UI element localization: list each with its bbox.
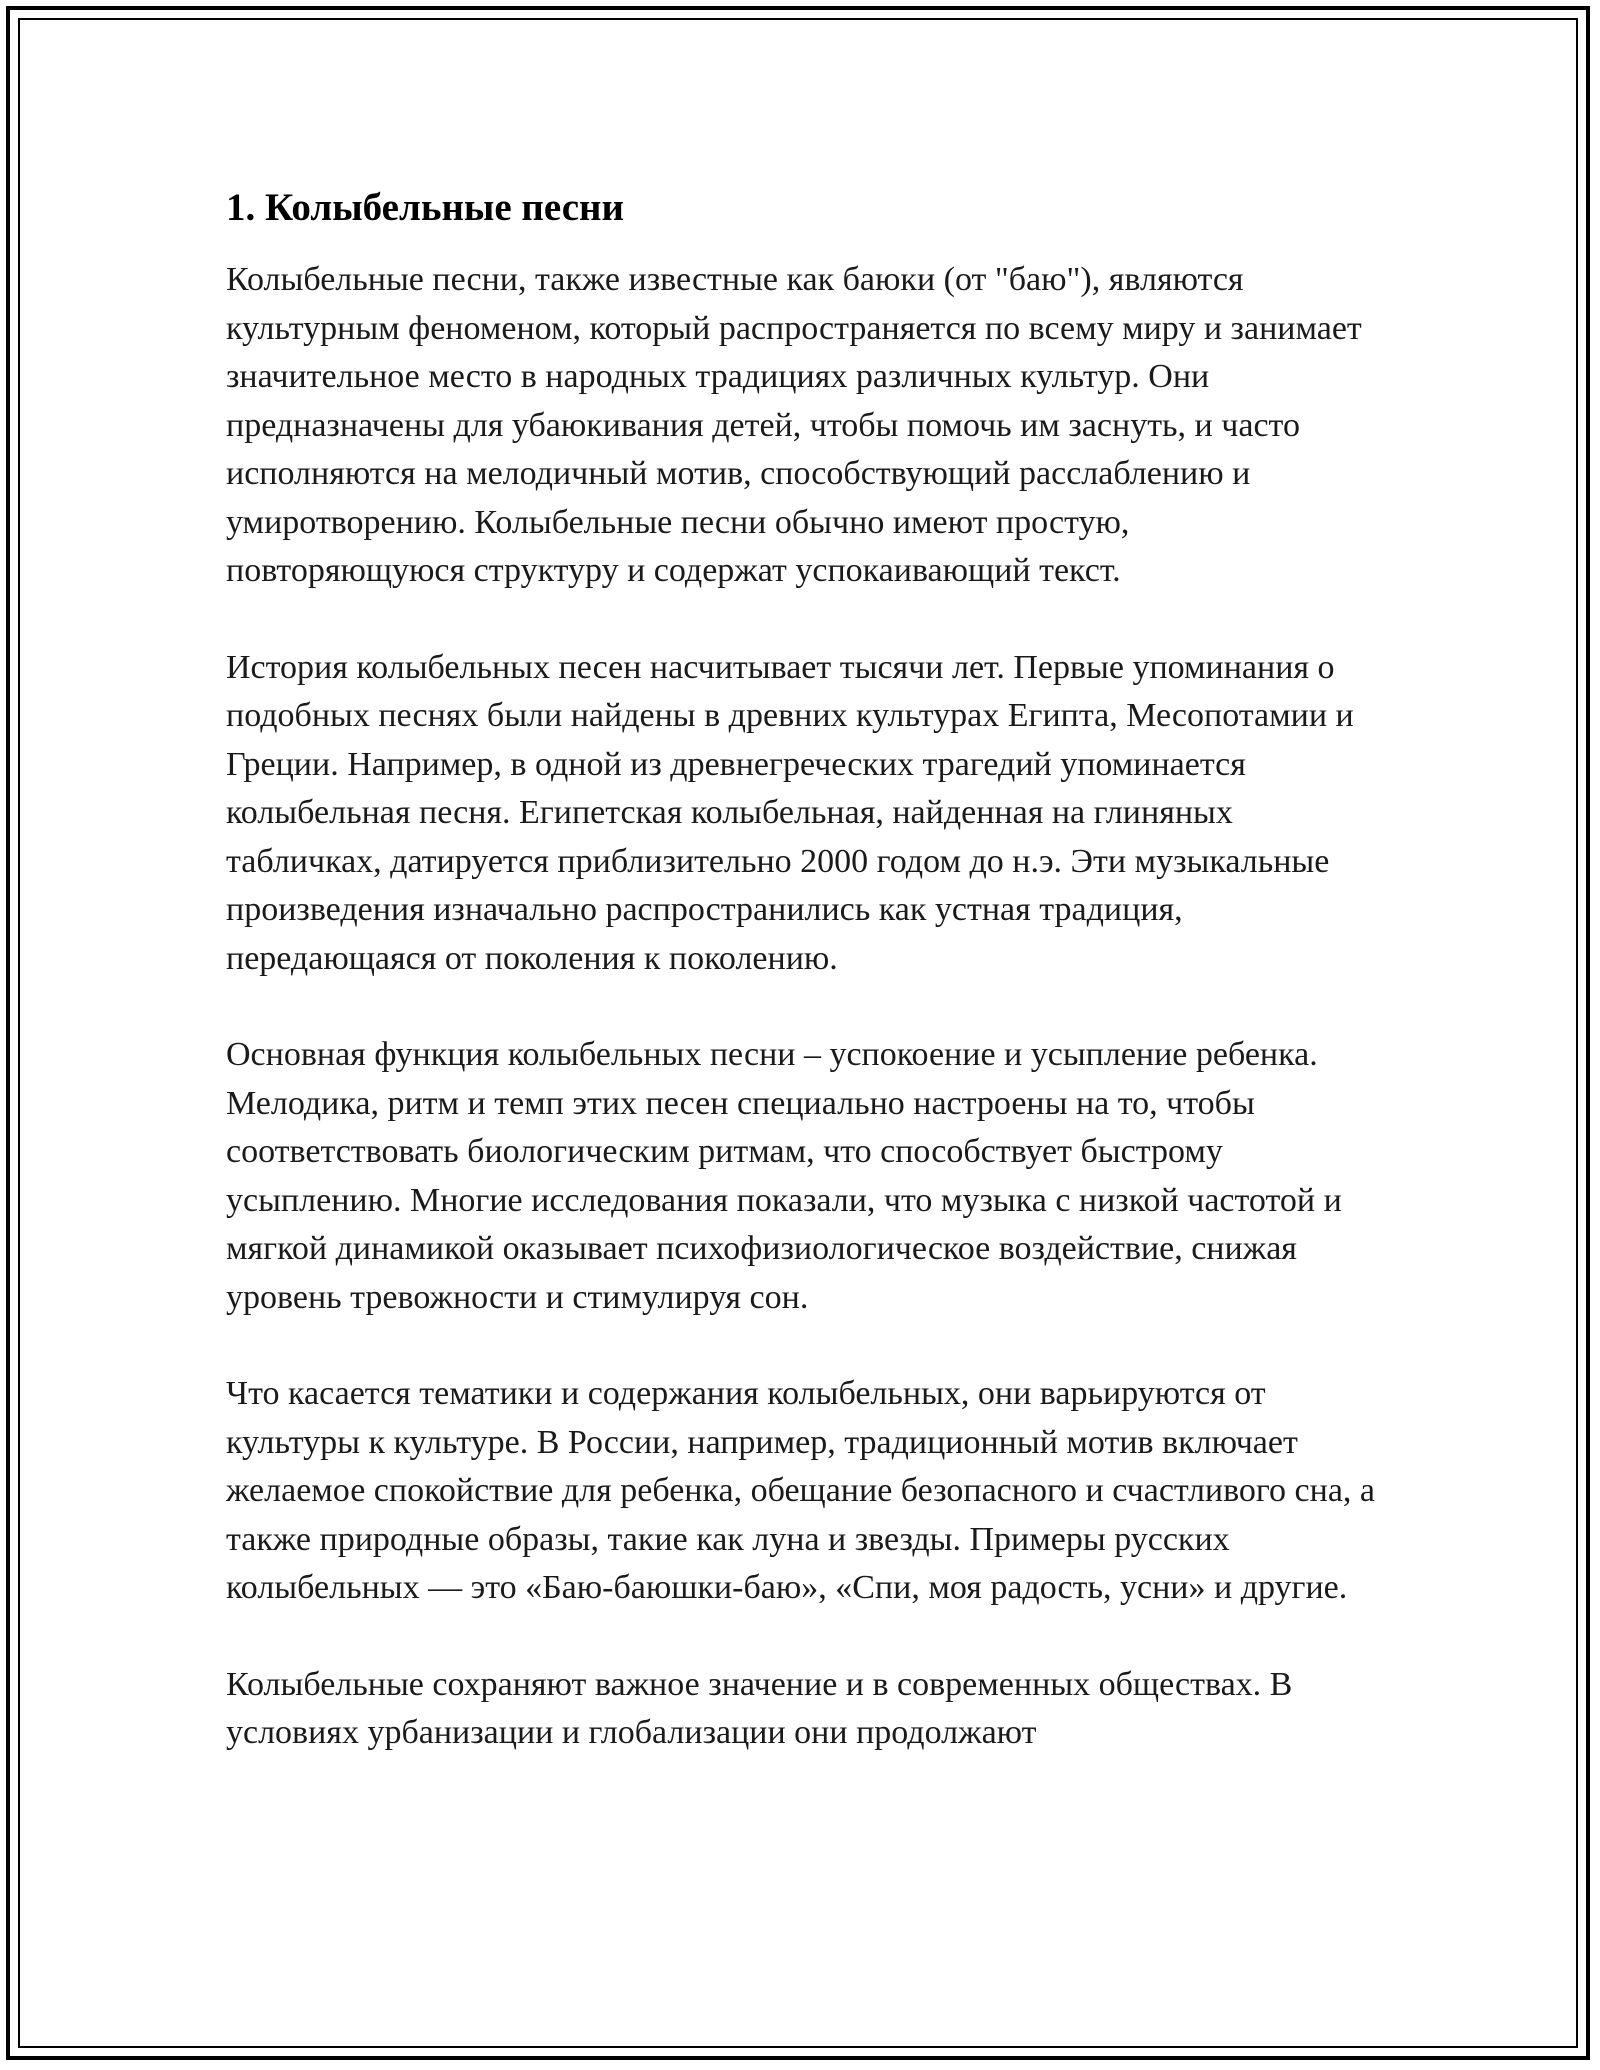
paragraph-intro: Колыбельные песни, также известные как баюки (от "баю"), являются культурным феноменом, который распространяется по всему миру и занимает значительное место в народных традициях различных культур. Они предназначены для убаюкивания детей, чтобы помочь им заснуть, и часто исполняются на мелодичный мотив, способствующий расслаблению и умиротворению. Колыбельные песни обычно имеют простую, повторяющуюся структуру и содержат успокаивающий текст. xyxy=(226,261,1362,589)
paragraph-history: История колыбельных песен насчитывает тысячи лет. Первые упоминания о подобных песнях были найдены в древних культурах Египта, Месопотамии и Греции. Например, в одной из древнегреческих трагедий упоминается колыбельная песня. Египетская колыбельная, найденная на глиняных табличках, датируется приблизительно 2000 годом до н.э. Эти музыкальные произведения изначально распространились как устная традиция, передающаяся от поколения к поколению. xyxy=(226,648,1354,977)
document-body xyxy=(226,182,1376,1806)
section-heading: 1. Колыбельные песни xyxy=(226,186,624,229)
paragraph-modern: Колыбельные сохраняют важное значение и в современных обществах. В условиях урбанизации и глобализации они продолжают xyxy=(226,1665,1293,1751)
paragraph-themes: Что касается тематики и содержания колыбельных, они варьируются от культуры к культуре. В России, например, традиционный мотив включает желаемое спокойствие для ребенка, обещание безопасного и счастливого сна, а также природные образы, такие как луна и звезды. Примеры русских колыбельных — это «Баю-баюшки-баю», «Спи, моя радость, усни» и другие. xyxy=(226,1375,1375,1606)
paragraph-function: Основная функция колыбельных песни – успокоение и усыпление ребенка. Мелодика, ритм и темп этих песен специально настроены на то, чтобы соответствовать биологическим ритмам, что способствует быстрому усыплению. Многие исследования показали, что музыка с низкой частотой и мягкой динамикой оказывает психофизиологическое воздействие, снижая уровень тревожности и стимулируя сон. xyxy=(226,1036,1342,1316)
